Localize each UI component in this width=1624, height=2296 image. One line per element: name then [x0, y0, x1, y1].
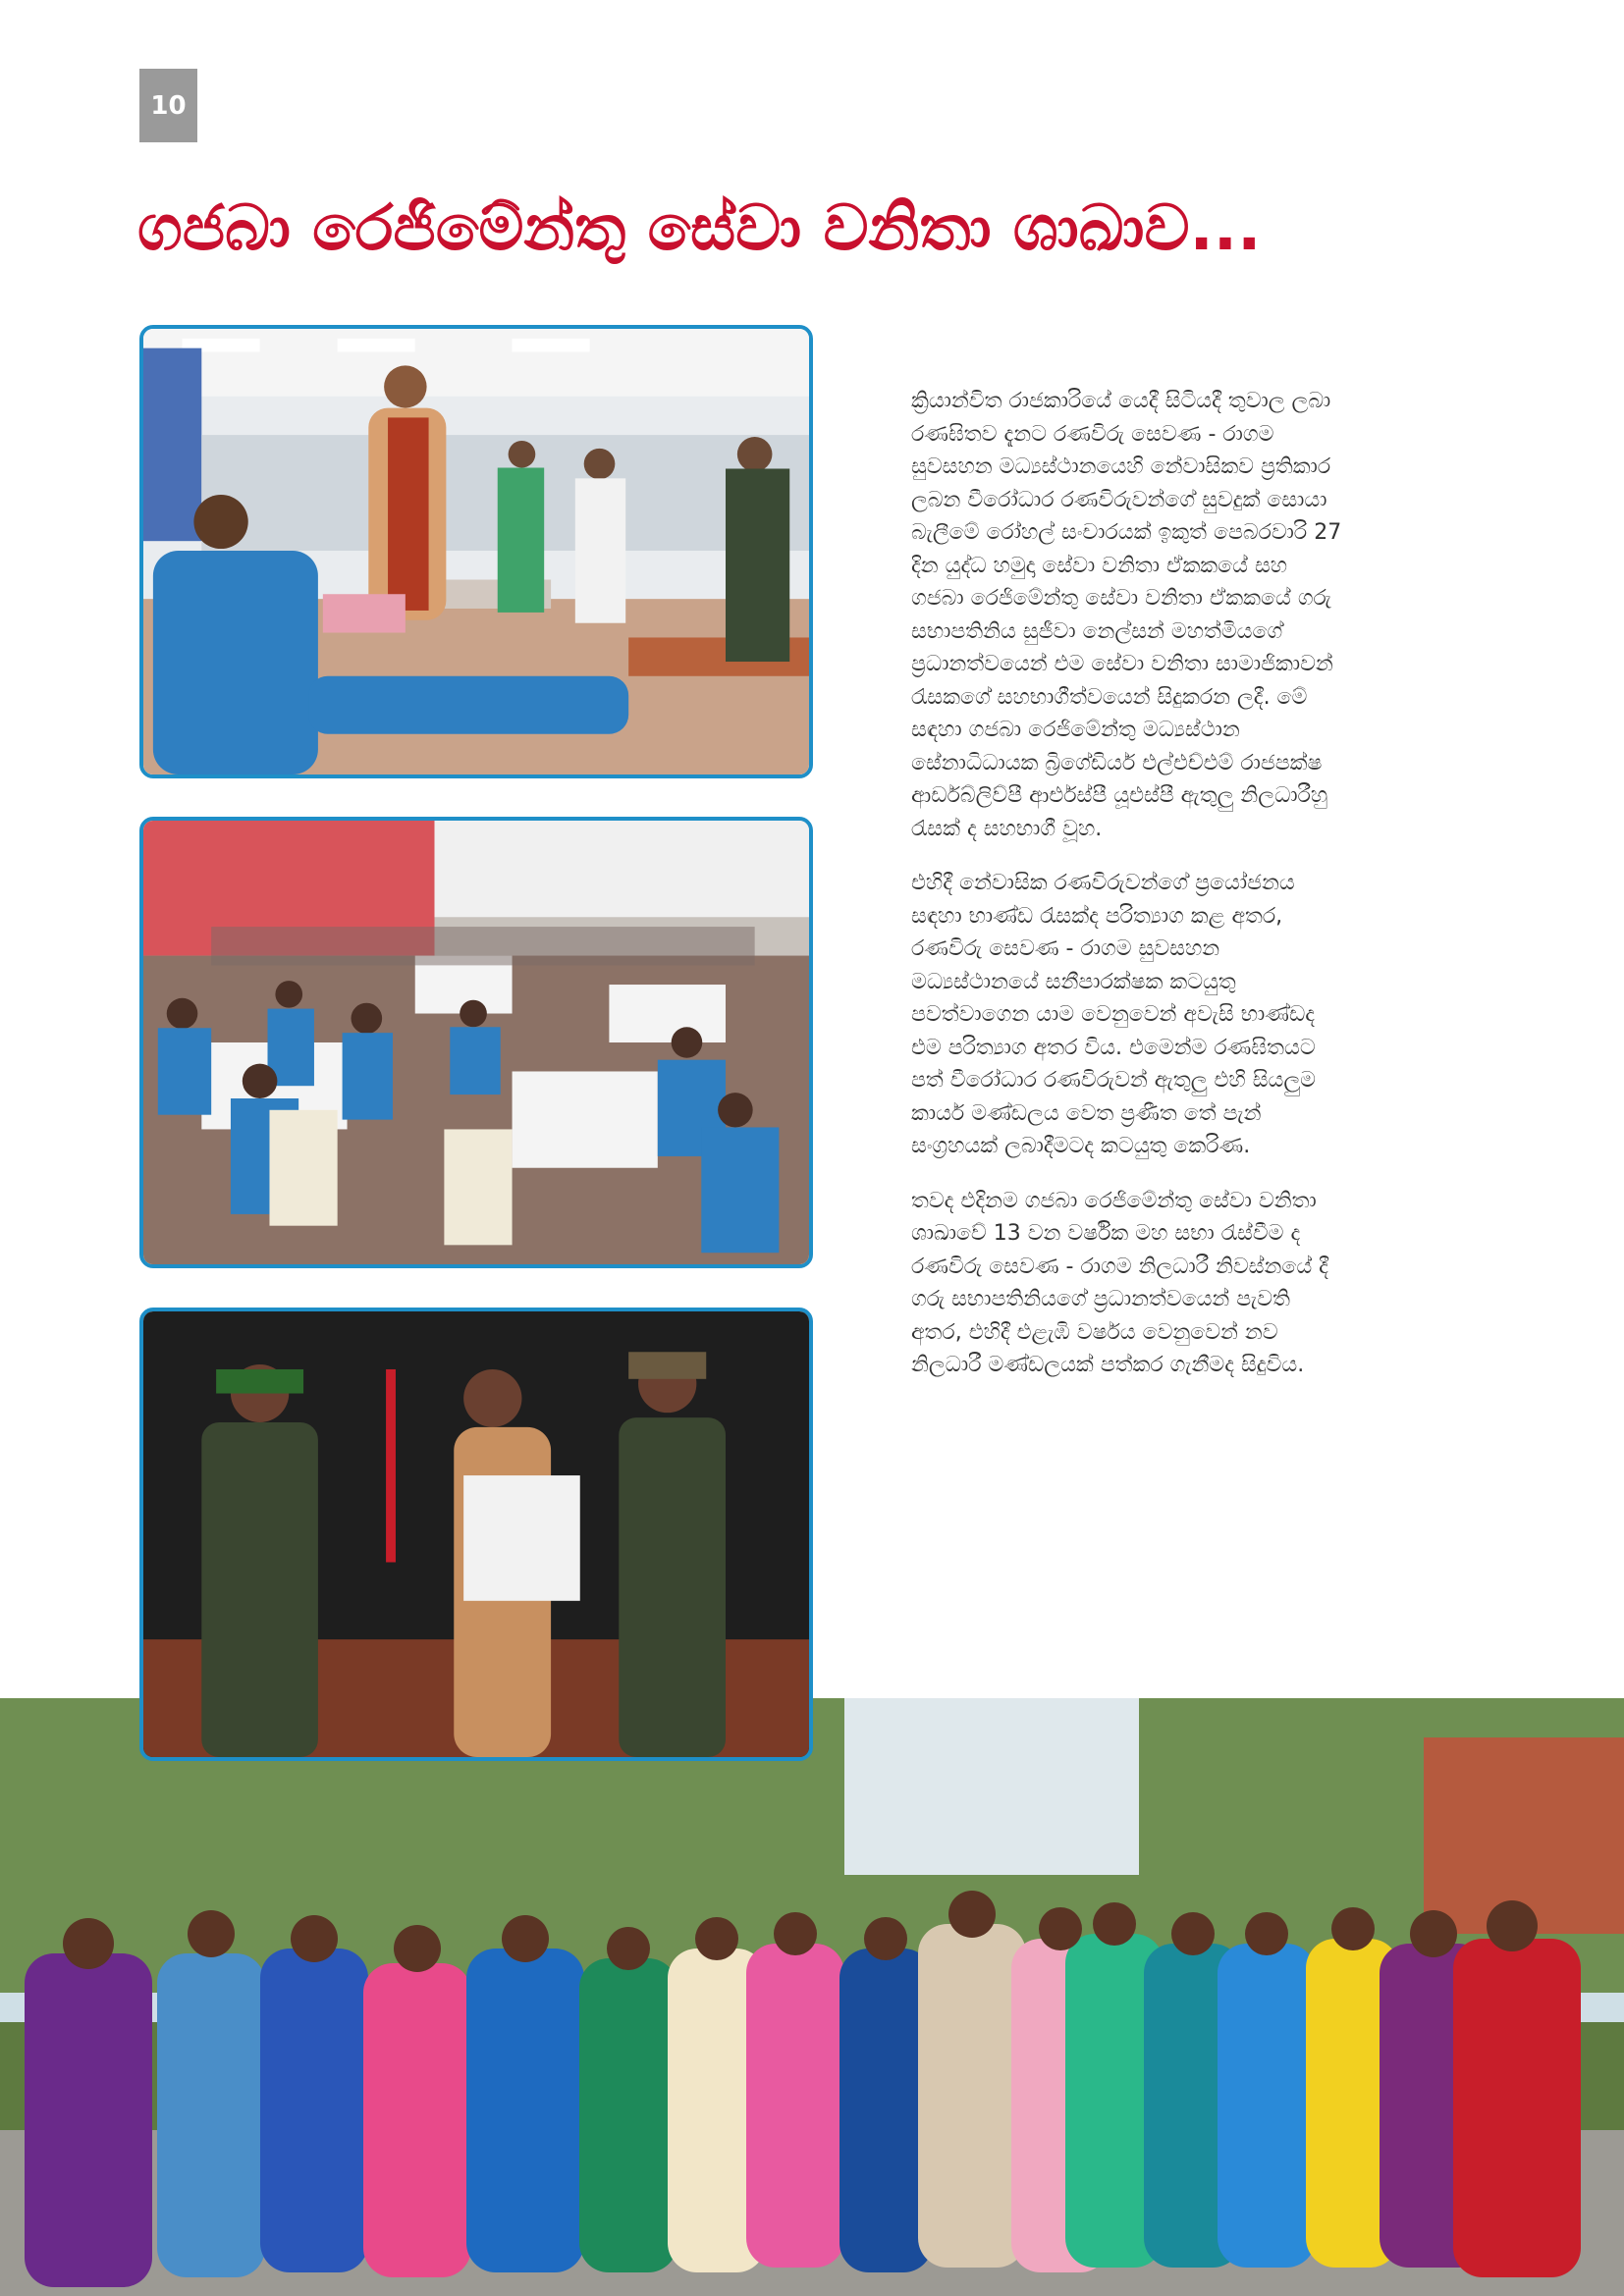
article-paragraph-2: එහිදී නේවාසික රණවිරුවන්ගේ ප්‍රයෝජනය සඳහා භාණ්ඩ රැසක්ද පරිත්‍යාග කළ අතර, රණවිරු සෙවණ - රාගම සුවසහන මධ්‍යස්ථානයේ සනීපාරක්ෂක කටයුතු පවත්වාගෙන යාම වෙනුවෙන් අවැසි භාණ්ඩද එම පරිත්‍යාග අතර විය. එමෙන්ම රණඝිතයට පත් වීරෝධාර රණවිරුවන් ඇතුලු එහි සියලුම කාර්ය මණ්ඩලය වෙත ප්‍රණීත තේ පැන් සංග්‍රහයක් ලබාදීමටද කටයුතු කෙරිණ.	[911, 871, 1316, 1158]
article-paragraph-3: තවද එදිනම ගජබා රෙජිමේන්තු සේවා වනිතා ශාඛාවේ 13 වන වර්ෂික මහ සභා රැස්වීම ද රණවිරු සෙවණ - රාගම නිලධාරී නිවස්නයේ දී ගරු සභාපතිනියගේ ප්‍රධානත්වයෙන් පැවති අතර, එහිදී එළැඹි වර්ෂය වෙනුවෙන් නව නිලධාරී මණ්ඩලයක් පත්කර ගැනීමද සිදුවිය.	[911, 1188, 1328, 1377]
photo-presentation-image	[143, 1311, 809, 1757]
photo-ward-visit	[139, 325, 813, 778]
photo-dining-hall	[139, 817, 813, 1268]
page-title: ගජබා රෙජිමේන්තු සේවා වනිතා ශාඛාව...	[137, 192, 1262, 265]
photo-presentation	[139, 1308, 813, 1761]
photo-dining-hall-image	[143, 821, 809, 1264]
page-number: 10	[139, 69, 197, 142]
article-paragraph-1: ක්‍රියාන්විත රාජකාරියේ යෙදී සිටියදී තුවාල ලබා රණඝිතව දැනට රණවිරු සෙවණ - රාගම සුවසහන මධ්‍යස්ථානයෙහි නේවාසිකව ප්‍රතිකාර ලබන වීරෝධාර රණවිරුවන්ගේ සුවදුක් සොයා බැලීමේ රෝහල් සංචාරයක් ඉකුත් පෙබරවාරි 27 දින යුද්ධ හමුදා සේවා වනිතා ඒකකයේ සහ ගජබා රෙජිමේන්තු සේවා වනිතා ඒකකයේ ගරු සභාපතිනිය සුජීවා නෙල්සන් මහත්මියගේ ප්‍රධානත්වයෙන් එම සේවා වනිතා සාමාජිකාවන් රැසකගේ සහභාගීත්වයෙන් සිදුකරන ලදී. මේ සඳහා ගජබා රෙජිමේන්තු මධ්‍යස්ථාන සේනාධිධායක බ්‍රිගේඩියර් එල්එච්එම් රාජපක්ෂ ආර්ඩබ්ලිව්පී ආර්එස්පී යූඑස්පී ඇතුලු නිලධාරීහු රැසක් ද සහභාගී වූහ.	[911, 389, 1342, 841]
article-body	[911, 385, 1343, 1404]
photo-group-image	[0, 1698, 1624, 2296]
photo-ward-visit-image	[143, 329, 809, 774]
photo-group	[0, 1698, 1624, 2296]
